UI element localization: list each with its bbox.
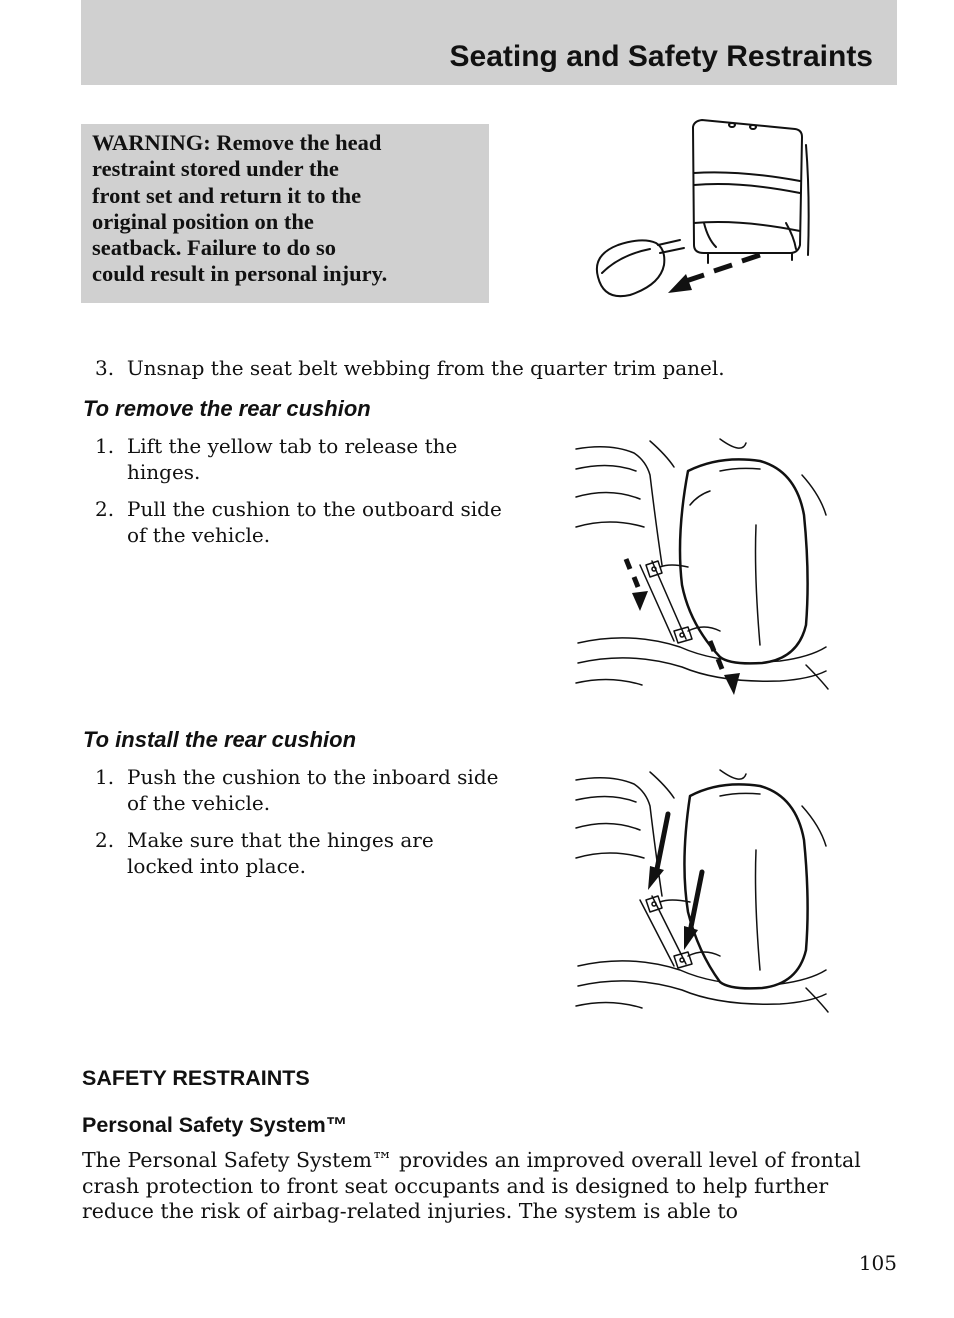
list-item (95, 827, 505, 879)
remove-cushion-illustration (570, 435, 832, 697)
list-item (95, 496, 505, 548)
list-item-number: 2. (95, 497, 115, 521)
list-item-number: 1. (95, 434, 115, 458)
warning-box (81, 124, 489, 303)
list-item-text: Pull the cushion to the outboard side of the vehicle. (127, 497, 502, 547)
page-title: Seating and Safety Restraints (449, 40, 873, 73)
list-item (95, 764, 505, 816)
install-cushion-steps (95, 764, 505, 890)
list-item-text: Make sure that the hinges are locked into place. (127, 828, 434, 878)
warning-text: WARNING: Remove the head restraint stored under the front set and return it to the original position on the seatback. Failure to do so could result in personal injury. (92, 130, 388, 287)
list-item-text: Push the cushion to the inboard side of the vehicle. (127, 765, 499, 815)
install-cushion-heading: To install the rear cushion (83, 727, 357, 752)
head-restraint-illustration (590, 115, 820, 305)
list-item-number: 1. (95, 765, 115, 789)
remove-cushion-heading: To remove the rear cushion (83, 396, 371, 421)
list-item (95, 433, 505, 485)
personal-safety-system-heading: Personal Safety System™ (82, 1113, 348, 1137)
safety-restraints-heading: SAFETY RESTRAINTS (82, 1066, 310, 1090)
page-header-band (81, 0, 897, 85)
step-3-number: 3. (95, 356, 115, 380)
install-cushion-illustration (570, 766, 832, 1020)
remove-cushion-steps (95, 433, 505, 559)
step-3-text: Unsnap the seat belt webbing from the quarter trim panel. (126, 356, 725, 380)
page-number: 105 (858, 1251, 897, 1275)
list-item-number: 2. (95, 828, 115, 852)
list-item-text: Lift the yellow tab to release the hinges. (127, 434, 458, 484)
step-3 (95, 356, 725, 380)
body-paragraph: The Personal Safety System™ provides an improved overall level of frontal crash protection to front seat occupants and is designed to help further reduce the risk of airbag-related injuries. The system is able to (82, 1148, 861, 1223)
